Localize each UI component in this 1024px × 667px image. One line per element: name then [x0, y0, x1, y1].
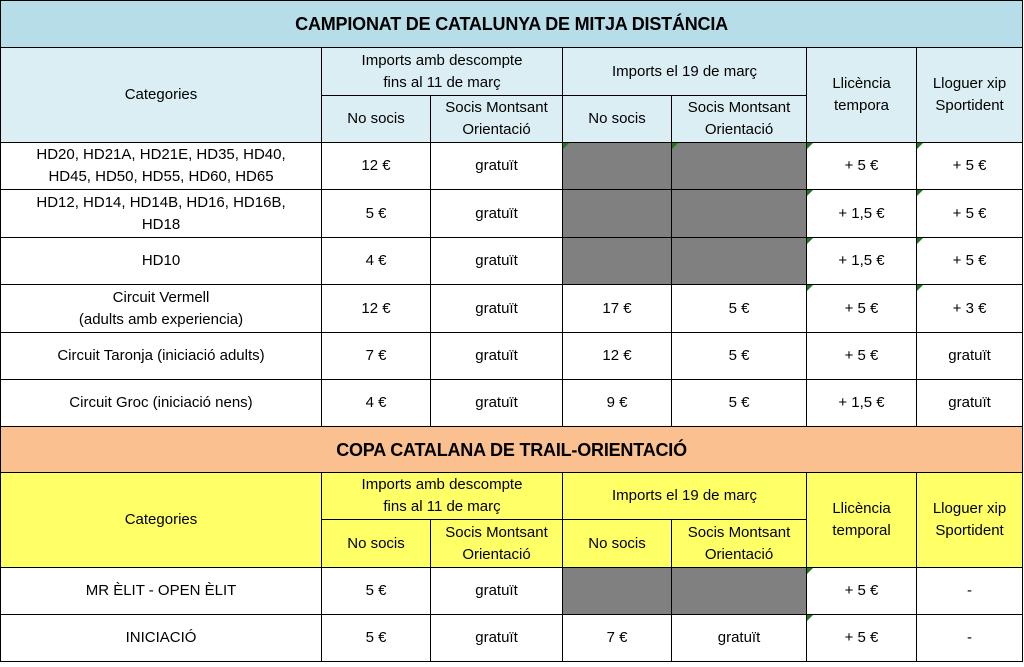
price-cell: gratuït: [672, 615, 807, 662]
licence-cell: + 5 €: [807, 333, 917, 380]
copa-header-disc-socis: Socis Montsant Orientació: [431, 520, 563, 568]
price-cell: 7 €: [322, 333, 431, 380]
price-cell: 9 €: [563, 380, 672, 427]
empty-price-cell: [672, 238, 807, 285]
copa-header-chip: Lloguer xip Sportident: [917, 473, 1023, 568]
copa-header-march19: Imports el 19 de març: [563, 473, 807, 520]
empty-price-cell: [563, 143, 672, 190]
campionat-header-categories: Categories: [1, 48, 322, 143]
price-cell: gratuït: [431, 333, 563, 380]
copa-header-m19-socis: Socis Montsant Orientació: [672, 520, 807, 568]
price-cell: gratuït: [431, 615, 563, 662]
category-cell: Circuit Vermell (adults amb experiencia): [1, 285, 322, 333]
chip-cell: gratuït: [917, 333, 1023, 380]
licence-cell: + 1,5 €: [807, 190, 917, 238]
campionat-title: CAMPIONAT DE CATALUNYA DE MITJA DISTÁNCIA: [1, 1, 1023, 48]
price-cell: 5 €: [322, 190, 431, 238]
category-cell: MR ÈLIT - OPEN ÈLIT: [1, 568, 322, 615]
chip-cell: + 5 €: [917, 143, 1023, 190]
copa-title: COPA CATALANA DE TRAIL-ORIENTACIÓ: [1, 427, 1023, 473]
campionat-header-chip: Lloguer xip Sportident: [917, 48, 1023, 143]
price-cell: gratuït: [431, 380, 563, 427]
campionat-header-m19-no-socis: No socis: [563, 96, 672, 143]
licence-cell: + 5 €: [807, 285, 917, 333]
chip-cell: + 5 €: [917, 238, 1023, 285]
chip-cell: + 5 €: [917, 190, 1023, 238]
price-cell: gratuït: [431, 238, 563, 285]
table-row: [1, 615, 1023, 662]
price-cell: 5 €: [672, 333, 807, 380]
empty-price-cell: [563, 568, 672, 615]
category-cell: Circuit Taronja (iniciació adults): [1, 333, 322, 380]
table-row: [1, 568, 1023, 615]
table-row: [1, 285, 1023, 333]
chip-cell: gratuït: [917, 380, 1023, 427]
category-cell: HD10: [1, 238, 322, 285]
copa-header-disc-no-socis: No socis: [322, 520, 431, 568]
copa-header-licence: Llicència temporal: [807, 473, 917, 568]
chip-cell: -: [917, 568, 1023, 615]
price-cell: 5 €: [322, 568, 431, 615]
copa-header-categories: Categories: [1, 473, 322, 568]
price-cell: 12 €: [322, 285, 431, 333]
price-cell: 5 €: [672, 285, 807, 333]
empty-price-cell: [563, 238, 672, 285]
table-row: [1, 380, 1023, 427]
price-cell: 12 €: [563, 333, 672, 380]
price-cell: gratuït: [431, 190, 563, 238]
price-cell: 7 €: [563, 615, 672, 662]
licence-cell: + 5 €: [807, 615, 917, 662]
table-row: [1, 190, 1023, 238]
empty-price-cell: [672, 568, 807, 615]
campionat-header-m19-socis: Socis Montsant Orientació: [672, 96, 807, 143]
price-cell: 4 €: [322, 380, 431, 427]
category-cell: INICIACIÓ: [1, 615, 322, 662]
empty-price-cell: [672, 143, 807, 190]
copa-header-m19-no-socis: No socis: [563, 520, 672, 568]
campionat-header-march19: Imports el 19 de març: [563, 48, 807, 96]
price-cell: 12 €: [322, 143, 431, 190]
licence-cell: + 5 €: [807, 568, 917, 615]
campionat-header-discount: Imports amb descompte fins al 11 de març: [322, 48, 563, 96]
campionat-header-disc-no-socis: No socis: [322, 96, 431, 143]
price-cell: 17 €: [563, 285, 672, 333]
category-cell: Circuit Groc (iniciació nens): [1, 380, 322, 427]
licence-cell: + 5 €: [807, 143, 917, 190]
chip-cell: -: [917, 615, 1023, 662]
price-cell: 5 €: [322, 615, 431, 662]
copa-header-discount: Imports amb descompte fins al 11 de març: [322, 473, 563, 520]
chip-cell: + 3 €: [917, 285, 1023, 333]
campionat-header-disc-socis: Socis Montsant Orientació: [431, 96, 563, 143]
empty-price-cell: [672, 190, 807, 238]
price-cell: gratuït: [431, 285, 563, 333]
category-cell: HD20, HD21A, HD21E, HD35, HD40, HD45, HD50, HD55, HD60, HD65: [1, 143, 322, 190]
table-row: [1, 143, 1023, 190]
price-cell: gratuït: [431, 568, 563, 615]
category-cell: HD12, HD14, HD14B, HD16, HD16B, HD18: [1, 190, 322, 238]
table-row: [1, 238, 1023, 285]
table-row: [1, 333, 1023, 380]
empty-price-cell: [563, 190, 672, 238]
price-cell: gratuït: [431, 143, 563, 190]
licence-cell: + 1,5 €: [807, 238, 917, 285]
price-cell: 5 €: [672, 380, 807, 427]
price-cell: 4 €: [322, 238, 431, 285]
licence-cell: + 1,5 €: [807, 380, 917, 427]
campionat-header-licence: Llicència tempora: [807, 48, 917, 143]
